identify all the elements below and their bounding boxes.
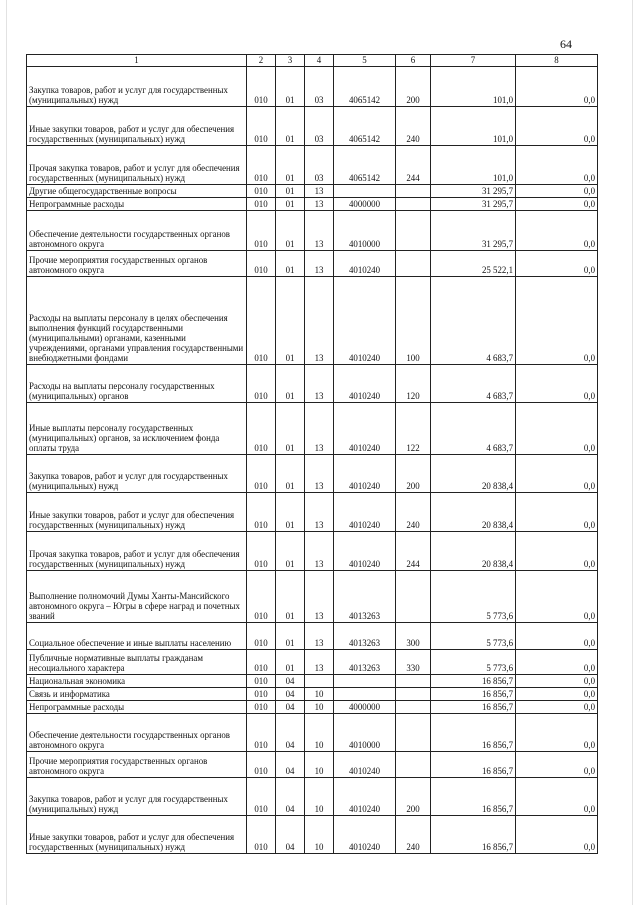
budget-table — [26, 54, 598, 854]
target-article-cell: 4000000 — [334, 701, 396, 714]
amount-cell: 16 856,7 — [431, 688, 516, 701]
section-cell: 01 — [276, 571, 305, 623]
expense-type-cell: 330 — [396, 650, 431, 675]
target-article-cell: 4010240 — [334, 277, 396, 365]
target-article-cell: 4010240 — [334, 778, 396, 816]
amount-cell: 4 683,7 — [431, 277, 516, 365]
table-row — [27, 198, 598, 211]
amount-cell-2: 0,0 — [516, 146, 598, 185]
expense-type-cell: 240 — [396, 107, 431, 146]
code-cell: 010 — [247, 623, 276, 650]
section-cell: 04 — [276, 688, 305, 701]
code-cell: 010 — [247, 251, 276, 277]
amount-cell-2: 0,0 — [516, 650, 598, 675]
column-header: 7 — [431, 55, 516, 67]
scan-edge-right — [632, 0, 633, 905]
code-cell: 010 — [247, 650, 276, 675]
amount-cell-2: 0,0 — [516, 67, 598, 107]
amount-cell: 16 856,7 — [431, 778, 516, 816]
row-name-cell: Расходы на выплаты персоналу государственных (муниципальных) органов — [27, 365, 247, 403]
row-name-cell: Другие общегосударственные вопросы — [27, 185, 247, 198]
target-article-cell: 4013263 — [334, 571, 396, 623]
section-cell: 01 — [276, 532, 305, 571]
target-article-cell: 4000000 — [334, 198, 396, 211]
expense-type-cell: 240 — [396, 816, 431, 854]
table-row — [27, 107, 598, 146]
amount-cell: 16 856,7 — [431, 701, 516, 714]
row-name-cell: Иные закупки товаров, работ и услуг для обеспечения государственных (муниципальных) нужд — [27, 493, 247, 532]
scan-edge-left — [6, 0, 7, 905]
table-row — [27, 623, 598, 650]
target-article-cell — [334, 185, 396, 198]
code-cell: 010 — [247, 816, 276, 854]
amount-cell-2: 0,0 — [516, 403, 598, 455]
amount-cell-2: 0,0 — [516, 493, 598, 532]
row-name-cell: Обеспечение деятельности государственных органов автономного округа — [27, 714, 247, 752]
target-article-cell — [334, 688, 396, 701]
amount-cell: 16 856,7 — [431, 816, 516, 854]
section-cell: 01 — [276, 277, 305, 365]
section-cell: 04 — [276, 816, 305, 854]
target-article-cell: 4010240 — [334, 493, 396, 532]
code-cell: 010 — [247, 146, 276, 185]
expense-type-cell: 244 — [396, 146, 431, 185]
row-name-cell: Прочая закупка товаров, работ и услуг для обеспечения государственных (муниципальных) нужд — [27, 146, 247, 185]
code-cell: 010 — [247, 675, 276, 688]
code-cell: 010 — [247, 107, 276, 146]
amount-cell: 16 856,7 — [431, 675, 516, 688]
subsection-cell: 13 — [305, 532, 334, 571]
row-name-cell: Публичные нормативные выплаты гражданам несоциального характера — [27, 650, 247, 675]
row-name-cell: Иные закупки товаров, работ и услуг для обеспечения государственных (муниципальных) нужд — [27, 816, 247, 854]
table-row — [27, 714, 598, 752]
page-number: 64 — [560, 37, 572, 51]
subsection-cell: 10 — [305, 714, 334, 752]
target-article-cell — [334, 675, 396, 688]
row-name-cell: Социальное обеспечение и иные выплаты населению — [27, 623, 247, 650]
amount-cell-2: 0,0 — [516, 532, 598, 571]
table-row — [27, 532, 598, 571]
table-row — [27, 67, 598, 107]
expense-type-cell — [396, 251, 431, 277]
section-cell: 04 — [276, 752, 305, 778]
expense-type-cell: 240 — [396, 493, 431, 532]
amount-cell-2: 0,0 — [516, 623, 598, 650]
section-cell: 01 — [276, 251, 305, 277]
code-cell: 010 — [247, 571, 276, 623]
table-row — [27, 675, 598, 688]
row-name-cell: Прочая закупка товаров, работ и услуг для обеспечения государственных (муниципальных) нужд — [27, 532, 247, 571]
amount-cell: 101,0 — [431, 146, 516, 185]
code-cell: 010 — [247, 532, 276, 571]
amount-cell: 20 838,4 — [431, 493, 516, 532]
expense-type-cell: 120 — [396, 365, 431, 403]
row-name-cell: Иные выплаты персоналу государственных (муниципальных) органов, за исключением фонда оплаты труда — [27, 403, 247, 455]
column-header: 8 — [516, 55, 598, 67]
amount-cell-2: 0,0 — [516, 571, 598, 623]
amount-cell: 31 295,7 — [431, 211, 516, 251]
column-header: 3 — [276, 55, 305, 67]
amount-cell: 4 683,7 — [431, 365, 516, 403]
amount-cell: 31 295,7 — [431, 185, 516, 198]
row-name-cell: Прочие мероприятия государственных органов автономного округа — [27, 752, 247, 778]
section-cell: 01 — [276, 67, 305, 107]
code-cell: 010 — [247, 493, 276, 532]
target-article-cell: 4065142 — [334, 146, 396, 185]
subsection-cell: 13 — [305, 403, 334, 455]
expense-type-cell — [396, 185, 431, 198]
section-cell: 01 — [276, 455, 305, 493]
expense-type-cell — [396, 675, 431, 688]
expense-type-cell — [396, 571, 431, 623]
table-row — [27, 455, 598, 493]
amount-cell-2: 0,0 — [516, 107, 598, 146]
amount-cell: 5 773,6 — [431, 650, 516, 675]
section-cell: 01 — [276, 211, 305, 251]
code-cell: 010 — [247, 365, 276, 403]
row-name-cell: Выполнение полномочий Думы Ханты-Мансийского автономного округа – Югры в сфере наград и почетных званий — [27, 571, 247, 623]
subsection-cell: 13 — [305, 251, 334, 277]
row-name-cell: Связь и информатика — [27, 688, 247, 701]
row-name-cell: Закупка товаров, работ и услуг для государственных (муниципальных) нужд — [27, 67, 247, 107]
row-name-cell: Непрограммные расходы — [27, 701, 247, 714]
expense-type-cell: 300 — [396, 623, 431, 650]
table-body — [27, 67, 598, 854]
code-cell: 010 — [247, 778, 276, 816]
row-name-cell: Обеспечение деятельности государственных органов автономного округа — [27, 211, 247, 251]
table-row — [27, 752, 598, 778]
expense-type-cell — [396, 714, 431, 752]
table-row — [27, 816, 598, 854]
amount-cell: 16 856,7 — [431, 714, 516, 752]
code-cell: 010 — [247, 277, 276, 365]
column-header: 2 — [247, 55, 276, 67]
target-article-cell: 4010240 — [334, 403, 396, 455]
amount-cell-2: 0,0 — [516, 211, 598, 251]
target-article-cell: 4010240 — [334, 455, 396, 493]
section-cell: 01 — [276, 493, 305, 532]
expense-type-cell — [396, 752, 431, 778]
code-cell: 010 — [247, 211, 276, 251]
subsection-cell: 03 — [305, 146, 334, 185]
row-name-cell: Прочие мероприятия государственных органов автономного округа — [27, 251, 247, 277]
amount-cell-2: 0,0 — [516, 185, 598, 198]
table-row — [27, 211, 598, 251]
code-cell: 010 — [247, 701, 276, 714]
table-row — [27, 571, 598, 623]
subsection-cell: 13 — [305, 198, 334, 211]
target-article-cell: 4010240 — [334, 365, 396, 403]
subsection-cell: 10 — [305, 701, 334, 714]
code-cell: 010 — [247, 185, 276, 198]
subsection-cell: 10 — [305, 816, 334, 854]
subsection-cell: 13 — [305, 455, 334, 493]
expense-type-cell — [396, 701, 431, 714]
table-row — [27, 251, 598, 277]
subsection-cell: 03 — [305, 107, 334, 146]
amount-cell: 5 773,6 — [431, 571, 516, 623]
subsection-cell — [305, 675, 334, 688]
expense-type-cell: 200 — [396, 455, 431, 493]
table-row — [27, 688, 598, 701]
target-article-cell: 4013263 — [334, 623, 396, 650]
amount-cell-2: 0,0 — [516, 365, 598, 403]
target-article-cell: 4013263 — [334, 650, 396, 675]
table-row — [27, 778, 598, 816]
amount-cell-2: 0,0 — [516, 752, 598, 778]
section-cell: 01 — [276, 185, 305, 198]
target-article-cell: 4010240 — [334, 752, 396, 778]
column-number-row — [27, 55, 598, 67]
row-name-cell: Расходы на выплаты персоналу в целях обеспечения выполнения функций государственными (муниципальными) органами, казенными учреждениями, органами управления государственными внебюджетными фондами — [27, 277, 247, 365]
target-article-cell: 4010240 — [334, 816, 396, 854]
table-row — [27, 403, 598, 455]
table-row — [27, 277, 598, 365]
target-article-cell: 4010000 — [334, 714, 396, 752]
target-article-cell: 4010000 — [334, 211, 396, 251]
amount-cell-2: 0,0 — [516, 251, 598, 277]
column-header: 5 — [334, 55, 396, 67]
code-cell: 010 — [247, 198, 276, 211]
amount-cell-2: 0,0 — [516, 714, 598, 752]
amount-cell: 16 856,7 — [431, 752, 516, 778]
subsection-cell: 03 — [305, 67, 334, 107]
target-article-cell: 4010240 — [334, 532, 396, 571]
amount-cell-2: 0,0 — [516, 455, 598, 493]
amount-cell: 31 295,7 — [431, 198, 516, 211]
table-row — [27, 701, 598, 714]
subsection-cell: 13 — [305, 571, 334, 623]
target-article-cell: 4010240 — [334, 251, 396, 277]
amount-cell: 20 838,4 — [431, 532, 516, 571]
section-cell: 04 — [276, 701, 305, 714]
subsection-cell: 13 — [305, 365, 334, 403]
table-row — [27, 493, 598, 532]
amount-cell: 5 773,6 — [431, 623, 516, 650]
amount-cell: 101,0 — [431, 67, 516, 107]
expense-type-cell: 200 — [396, 778, 431, 816]
code-cell: 010 — [247, 455, 276, 493]
table-row — [27, 146, 598, 185]
amount-cell: 101,0 — [431, 107, 516, 146]
expense-type-cell: 244 — [396, 532, 431, 571]
amount-cell-2: 0,0 — [516, 675, 598, 688]
amount-cell-2: 0,0 — [516, 701, 598, 714]
section-cell: 01 — [276, 403, 305, 455]
subsection-cell: 10 — [305, 688, 334, 701]
row-name-cell: Закупка товаров, работ и услуг для государственных (муниципальных) нужд — [27, 778, 247, 816]
expense-type-cell — [396, 688, 431, 701]
section-cell: 01 — [276, 198, 305, 211]
column-header: 1 — [27, 55, 247, 67]
row-name-cell: Закупка товаров, работ и услуг для государственных (муниципальных) нужд — [27, 455, 247, 493]
subsection-cell: 13 — [305, 211, 334, 251]
column-header: 6 — [396, 55, 431, 67]
section-cell: 04 — [276, 778, 305, 816]
subsection-cell: 10 — [305, 752, 334, 778]
amount-cell-2: 0,0 — [516, 688, 598, 701]
table-row — [27, 185, 598, 198]
section-cell: 01 — [276, 107, 305, 146]
section-cell: 04 — [276, 714, 305, 752]
section-cell: 01 — [276, 623, 305, 650]
section-cell: 01 — [276, 365, 305, 403]
expense-type-cell — [396, 211, 431, 251]
subsection-cell: 13 — [305, 493, 334, 532]
section-cell: 04 — [276, 675, 305, 688]
amount-cell-2: 0,0 — [516, 198, 598, 211]
amount-cell-2: 0,0 — [516, 816, 598, 854]
subsection-cell: 13 — [305, 277, 334, 365]
code-cell: 010 — [247, 403, 276, 455]
code-cell: 010 — [247, 688, 276, 701]
target-article-cell: 4065142 — [334, 67, 396, 107]
table-row — [27, 650, 598, 675]
expense-type-cell: 122 — [396, 403, 431, 455]
amount-cell: 20 838,4 — [431, 455, 516, 493]
expense-type-cell: 100 — [396, 277, 431, 365]
amount-cell-2: 0,0 — [516, 277, 598, 365]
code-cell: 010 — [247, 67, 276, 107]
subsection-cell: 13 — [305, 623, 334, 650]
amount-cell: 25 522,1 — [431, 251, 516, 277]
expense-type-cell — [396, 198, 431, 211]
code-cell: 010 — [247, 714, 276, 752]
row-name-cell: Национальная экономика — [27, 675, 247, 688]
expense-type-cell: 200 — [396, 67, 431, 107]
row-name-cell: Непрограммные расходы — [27, 198, 247, 211]
subsection-cell: 13 — [305, 650, 334, 675]
amount-cell: 4 683,7 — [431, 403, 516, 455]
table-row — [27, 365, 598, 403]
column-header: 4 — [305, 55, 334, 67]
amount-cell-2: 0,0 — [516, 778, 598, 816]
subsection-cell: 10 — [305, 778, 334, 816]
target-article-cell: 4065142 — [334, 107, 396, 146]
section-cell: 01 — [276, 650, 305, 675]
section-cell: 01 — [276, 146, 305, 185]
code-cell: 010 — [247, 752, 276, 778]
subsection-cell: 13 — [305, 185, 334, 198]
row-name-cell: Иные закупки товаров, работ и услуг для обеспечения государственных (муниципальных) нужд — [27, 107, 247, 146]
